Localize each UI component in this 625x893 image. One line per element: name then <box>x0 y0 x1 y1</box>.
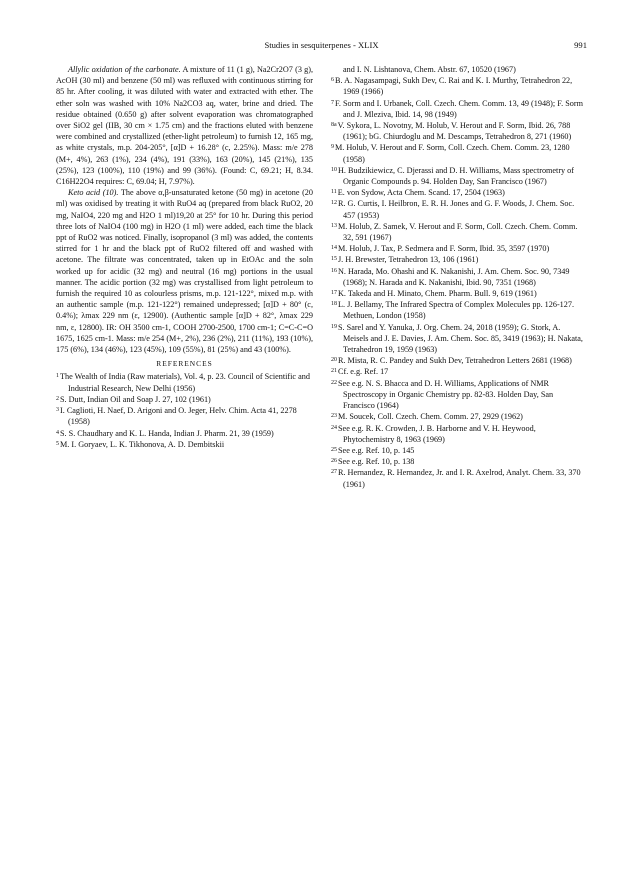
reference-number: 17 <box>331 290 337 297</box>
reference-text: S. S. Chaudhary and K. L. Handa, Indian J. Pharm. 21, 39 (1959) <box>60 428 274 438</box>
reference-item <box>331 411 585 422</box>
reference-text: S. Sarel and Y. Yanuka, J. Org. Chem. 24, 2018 (1959); G. Stork, A. Meisels and J. E. Davies, J. Am. Chem. Soc. 85, 3419 (1963); H. Nakata, Tetrahedron 19, 1959 (1963) <box>338 322 583 355</box>
reference-text: See e.g. N. S. Bhacca and D. H. Williams, Applications of NMR Spectroscopy in Organic Chemistry pp. 82-83. Holden Day, San Francisco (1964) <box>338 378 554 411</box>
reference-text: S. Dutt, Indian Oil and Soap J. 27, 102 (1961) <box>60 394 211 404</box>
reference-text: N. Harada, Mo. Ohashi and K. Nakanishi, J. Am. Chem. Soc. 90, 7349 (1968); N. Harada and K. Nakanishi, Ibid. 90, 7351 (1968) <box>338 266 570 287</box>
reference-text: M. Holub, Z. Samek, V. Herout and F. Sorm, Coll. Czech. Chem. Comm. 32, 591 (1967) <box>338 221 578 243</box>
reference-item <box>331 75 585 97</box>
reference-text: M. Holub, V. Herout and F. Sorm, Coll. Czech. Chem. Comm. 23, 1280 (1958) <box>335 143 570 164</box>
reference-text: R. Hernandez, R. Hernandez, Jr. and I. R. Axelrod, Analyt. Chem. 33, 370 (1961) <box>338 468 581 489</box>
reference-number: 2 <box>56 395 59 402</box>
reference-number: 20 <box>331 357 337 364</box>
reference-text: H. Budzikiewicz, C. Djerassi and D. H. Williams, Mass spectrometry of Organic Compounds p. 94. Holden Day, San Francisco (1967) <box>338 165 575 187</box>
reference-item <box>331 355 585 366</box>
reference-number: 27 <box>331 469 337 476</box>
reference-number: 19 <box>331 323 337 330</box>
reference-number: 16 <box>331 267 337 274</box>
reference-item <box>331 120 585 142</box>
reference-number: 10 <box>331 166 337 173</box>
reference-item <box>331 198 585 220</box>
paragraph-lead: Allylic oxidation of the carbonate. <box>68 65 181 74</box>
left-column <box>56 64 313 450</box>
reference-number: 24 <box>331 424 337 431</box>
reference-number: 6 <box>331 77 334 84</box>
reference-item <box>331 445 585 456</box>
reference-text: The Wealth of India (Raw materials), Vol. 4, p. 23. Council of Scientific and Industrial Research, New Delhi (1956) <box>60 372 310 393</box>
reference-item <box>331 165 585 187</box>
references-heading: REFERENCES <box>156 359 213 369</box>
reference-item <box>56 428 313 439</box>
reference-item <box>331 288 585 299</box>
reference-number: 8a <box>331 122 337 129</box>
reference-text: See e.g. R. K. Crowden, J. B. Harborne and V. H. Heywood, Phytochemistry 8, 1963 (1969) <box>338 423 536 444</box>
reference-text: and I. N. Lishtanova, Chem. Abstr. 67, 10520 (1967) <box>343 65 516 74</box>
reference-text: See e.g. Ref. 10, p. 138 <box>338 457 415 467</box>
running-title: Studies in sesquiterpenes - XLIX <box>264 40 379 50</box>
reference-number: 26 <box>331 458 337 465</box>
reference-item <box>331 221 585 243</box>
reference-text: J. H. Brewster, Tetrahedron 13, 106 (1961) <box>338 255 479 265</box>
reference-number: 3 <box>56 407 59 414</box>
reference-text: K. Takeda and H. Minato, Chem. Pharm. Bull. 9, 619 (1961) <box>338 289 537 299</box>
reference-number: 22 <box>331 379 337 386</box>
reference-item <box>56 439 313 450</box>
reference-text: F. Sorm and I. Urbanek, Coll. Czech. Chem. Comm. 13, 49 (1948); F. Sorm and J. Mleziva, Ibid. 14, 98 (1949) <box>335 98 583 119</box>
running-header <box>56 40 587 54</box>
reference-list-right <box>331 64 585 490</box>
reference-number: 5 <box>56 440 59 447</box>
reference-text: R. Mista, R. C. Pandey and Sukh Dev, Tetrahedron Letters 2681 (1968) <box>338 356 572 366</box>
reference-text: See e.g. Ref. 10, p. 145 <box>338 445 415 455</box>
reference-number: 15 <box>331 256 337 263</box>
reference-number: 13 <box>331 222 337 229</box>
paragraph-allylic-oxidation <box>56 64 313 187</box>
reference-text: L. J. Bellamy, The Infrared Spectra of Complex Molecules pp. 126-127. Methuen, London (1958) <box>338 300 575 321</box>
reference-item <box>331 142 585 164</box>
reference-item <box>331 98 585 120</box>
reference-item <box>331 266 585 288</box>
reference-text: B. A. Nagasampagi, Sukh Dev, C. Rai and K. I. Murthy, Tetrahedron 22, 1969 (1966) <box>335 76 573 97</box>
reference-number: 12 <box>331 200 337 207</box>
reference-text: V. Sykora, L. Novotny, M. Holub, V. Herout and F. Sorm, Ibid. 26, 788 (1961); bG. Chiurdoglu and M. Descamps, Tetrahedron 8, 271 (1960) <box>337 121 572 142</box>
paragraph-lead: Keto acid (10). <box>68 188 119 198</box>
reference-item <box>331 456 585 467</box>
reference-text: M. Holub, J. Tax, P. Sedmera and F. Sorm, Ibid. 35, 3597 (1970) <box>338 244 550 254</box>
reference-item <box>331 299 585 321</box>
reference-number: 9 <box>331 144 334 151</box>
reference-text: E. von Sydow, Acta Chem. Scand. 17, 2504 (1963) <box>337 188 505 198</box>
reference-number: 1 <box>56 373 59 380</box>
paragraph-keto-acid <box>56 187 313 355</box>
reference-item <box>331 366 585 377</box>
page-number: 991 <box>574 40 587 50</box>
reference-item <box>331 467 585 489</box>
reference-item <box>331 378 585 412</box>
right-column <box>331 64 585 490</box>
reference-text: M. I. Goryaev, L. K. Tikhonova, A. D. Dembitskii <box>60 439 225 449</box>
reference-item <box>331 322 585 356</box>
reference-item <box>56 394 313 405</box>
reference-item <box>331 423 585 445</box>
reference-number: 4 <box>56 429 59 436</box>
reference-number: 21 <box>331 368 337 375</box>
reference-item <box>56 405 313 427</box>
reference-number: 11 <box>331 189 337 196</box>
reference-item <box>331 187 585 198</box>
reference-item <box>331 243 585 254</box>
reference-number: 7 <box>331 99 334 106</box>
reference-text: I. Caglioti, H. Naef, D. Arigoni and O. Jeger, Helv. Chim. Acta 41, 2278 (1958) <box>60 406 297 427</box>
paragraph-body: A mixture of 11 (1 g), Na2Cr2O7 (3 g), AcOH (30 ml) and benzene (50 ml) was refluxed with continuous stirring for 85 hr. After cooling, it was diluted with water and extracted with ether. The ether soln was washed with 10% Na2CO3 aq, water, brine and dried. The residue obtained (0.650 g) after solvent evaporation was chromatographed over SiO2 gel (IIB, 30 cm × 1.75 cm) and the fractions eluted with benzene were combined and crystallized (ether-light petroleum) to furnish 12, 165 mg, as white crystals, m.p. 204-205°, [α]D + 16.28° (c, 2.25%). Mass: m/e 278 (M+, 4%), 263 (1%), 234 (4%), 191 (33%), 163 (20%), 145 (21%), 135 (25%), 123 (100%), 110 (19%) and 99 (36%). (Found: C, 69.21; H, 8.34. C16H22O4 requires: C, 69.04; H, 7.97%). <box>56 65 313 187</box>
reference-text: Cf. e.g. Ref. 17 <box>338 367 389 377</box>
reference-item <box>331 254 585 265</box>
reference-list-left <box>56 371 313 449</box>
paragraph-body: The above α,β-unsaturated ketone (50 mg) in acetone (20 ml) was oxidised by treating it with RuO4 aq (prepared from black RuO2, 20 mg, NaIO4, 220 mg and H2O 1 ml)19,20 at 25° for 10 hr. During this period three lots of NaIO4 (100 mg) in H2O (1 ml) were added, each time the black ppt of RuO2 was noticed. Finally, isopropanol (3 ml) was added, the contents stirred for 1 hr and the black ppt of RuO2 filtered off and washed with acetone. The filtrate was concentrated, taken up in EtOAc and the soln worked up for acidic (32 mg) and neutral (16 mg) portions in the usual manner. The acidic portion (32 mg) was crystallised from light petroleum to furnish the required 10 as colourless prisms, m.p. 121-122°, mixed m.p. with an authentic sample (m.p. 121-122°) remained undepressed; [α]D + 80° (c, 0.4%); λmax 229 nm (ε, 12900). (Authentic sample [α]D + 82°, λmax 229 nm, ε, 12800). IR: OH 3500 cm-1, COOH 2700-2500, 1700 cm-1; C=C-C=O 1675, 1625 cm-1. Mass: m/e 254 (M+, 2%), 236 (2%), 211 (11%), 193 (10%), 175 (6%), 134 (46%), 123 (45%), 109 (55%), 81 (25%) and 43 (100%). <box>56 188 313 355</box>
reference-item <box>56 371 313 393</box>
reference-number: 14 <box>331 245 337 252</box>
reference-number: 25 <box>331 446 337 453</box>
reference-text: R. G. Curtis, I. Heilbron, E. R. H. Jones and G. F. Woods, J. Chem. Soc. 457 (1953) <box>338 199 575 220</box>
reference-text: M. Soucek, Coll. Czech. Chem. Comm. 27, 2929 (1962) <box>338 412 523 422</box>
reference-item <box>331 64 585 75</box>
reference-number: 23 <box>331 413 337 420</box>
reference-number: 18 <box>331 301 337 308</box>
